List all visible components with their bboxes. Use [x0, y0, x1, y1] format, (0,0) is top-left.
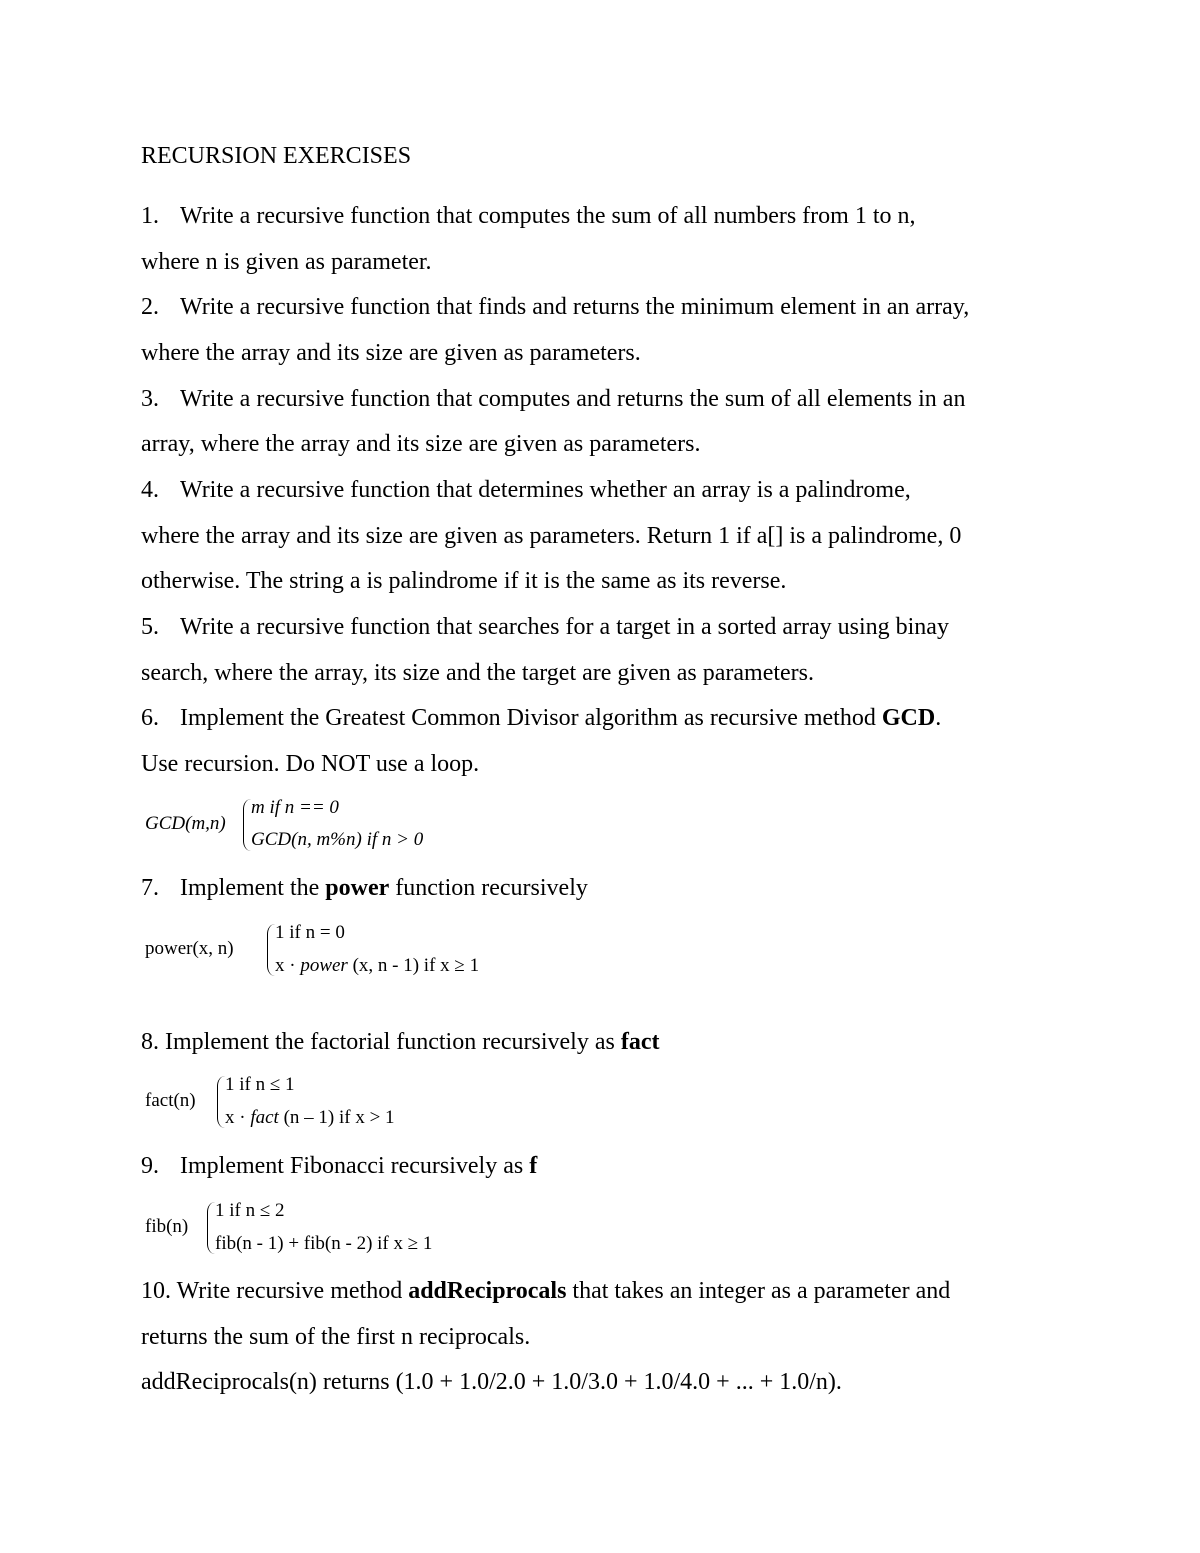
exercise-5-line-1	[141, 612, 949, 642]
power-formula-lhs: power(x, n)	[145, 938, 234, 959]
fib-formula-case-1: 1 if n ≤ 2	[215, 1200, 285, 1221]
exercise-text-end: function recursively	[389, 875, 588, 901]
exercise-1-line-1	[141, 201, 916, 231]
function-name-fact: fact	[620, 1029, 660, 1055]
exercise-number: 6.	[141, 705, 159, 731]
exercise-7-line-1	[141, 873, 588, 903]
method-name-gcd: GCD	[881, 705, 936, 731]
function-name-power: power	[325, 875, 390, 901]
exercise-text: Implement the	[180, 875, 326, 901]
exercise-text: Write a recursive function that determines whether an array is a palindrome,	[180, 477, 911, 503]
exercise-text: Implement the factorial function recursively as	[165, 1029, 621, 1055]
fib-formula	[141, 1198, 561, 1260]
exercise-text: Write a recursive function that computes the sum of all numbers from 1 to n,	[180, 203, 916, 229]
power-formula-case-1: 1 if n = 0	[275, 922, 345, 943]
exercise-number: 10.	[141, 1278, 171, 1304]
gcd-formula	[141, 795, 541, 855]
exercise-6-line-2: Use recursion. Do NOT use a loop.	[141, 751, 480, 777]
exercise-10-line-2: returns the sum of the first n reciprocals.	[141, 1324, 531, 1350]
gcd-formula-case-2: GCD(n, m%n) if n > 0	[251, 829, 424, 850]
exercise-3-line-1	[141, 384, 965, 414]
exercise-number: 7.	[141, 875, 159, 901]
fact-formula-case-1: 1 if n ≤ 1	[225, 1074, 295, 1095]
method-name-addreciprocals: addReciprocals	[408, 1278, 567, 1304]
exercise-text: Implement the Greatest Common Divisor algorithm as recursive method	[180, 705, 882, 731]
exercise-text: Write a recursive function that searches for a target in a sorted array using binay	[180, 614, 949, 640]
function-name-f: f	[529, 1153, 538, 1179]
exercise-10-line-3: addReciprocals(n) returns (1.0 + 1.0/2.0 + 1.0/3.0 + 1.0/4.0 + ... + 1.0/n).	[141, 1369, 842, 1395]
exercise-2-line-1	[141, 292, 969, 322]
exercise-1-line-2: where n is given as parameter.	[141, 249, 432, 275]
exercise-number: 8.	[141, 1029, 159, 1055]
exercise-4-line-1	[141, 475, 911, 505]
exercise-3-line-2: array, where the array and its size are given as parameters.	[141, 431, 701, 457]
exercise-number: 4.	[141, 477, 159, 503]
exercise-number: 3.	[141, 386, 159, 412]
exercise-number: 1.	[141, 203, 159, 229]
exercise-text-end: .	[935, 705, 942, 731]
fact-formula-case-2: x · fact (n – 1) if x > 1	[225, 1107, 395, 1128]
power-formula	[141, 920, 561, 982]
exercise-text: Write recursive method	[176, 1278, 409, 1304]
power-formula-case-2: x · power (x, n - 1) if x ≥ 1	[275, 955, 480, 976]
fact-formula-lhs: fact(n)	[145, 1090, 196, 1111]
exercise-10-line-1	[141, 1276, 950, 1306]
exercise-number: 9.	[141, 1153, 159, 1179]
exercise-text: Write a recursive function that computes and returns the sum of all elements in an	[180, 386, 966, 412]
gcd-formula-case-1: m if n == 0	[251, 797, 339, 818]
fib-formula-lhs: fib(n)	[145, 1216, 189, 1237]
gcd-formula-lhs: GCD(m,n)	[145, 813, 226, 834]
exercise-4-line-2: where the array and its size are given as parameters. Return 1 if a[] is a palindrome, 0	[141, 523, 962, 549]
exercise-9-line-1	[141, 1151, 537, 1181]
exercise-number: 2.	[141, 294, 159, 320]
exercise-2-line-2: where the array and its size are given as parameters.	[141, 340, 641, 366]
exercise-6-line-1	[141, 703, 941, 733]
fact-formula	[141, 1072, 501, 1134]
exercise-number: 5.	[141, 614, 159, 640]
document-title: RECURSION EXERCISES	[141, 143, 412, 169]
exercise-4-line-3: otherwise. The string a is palindrome if it is the same as its reverse.	[141, 568, 787, 594]
fib-formula-case-2: fib(n - 1) + fib(n - 2) if x ≥ 1	[215, 1233, 433, 1254]
exercise-5-line-2: search, where the array, its size and the target are given as parameters.	[141, 660, 815, 686]
exercise-text-end: that takes an integer as a parameter and	[566, 1278, 951, 1304]
exercise-text: Implement Fibonacci recursively as	[180, 1153, 530, 1179]
exercise-text: Write a recursive function that finds and returns the minimum element in an array,	[180, 294, 970, 320]
exercise-8-line-1	[141, 1027, 659, 1057]
